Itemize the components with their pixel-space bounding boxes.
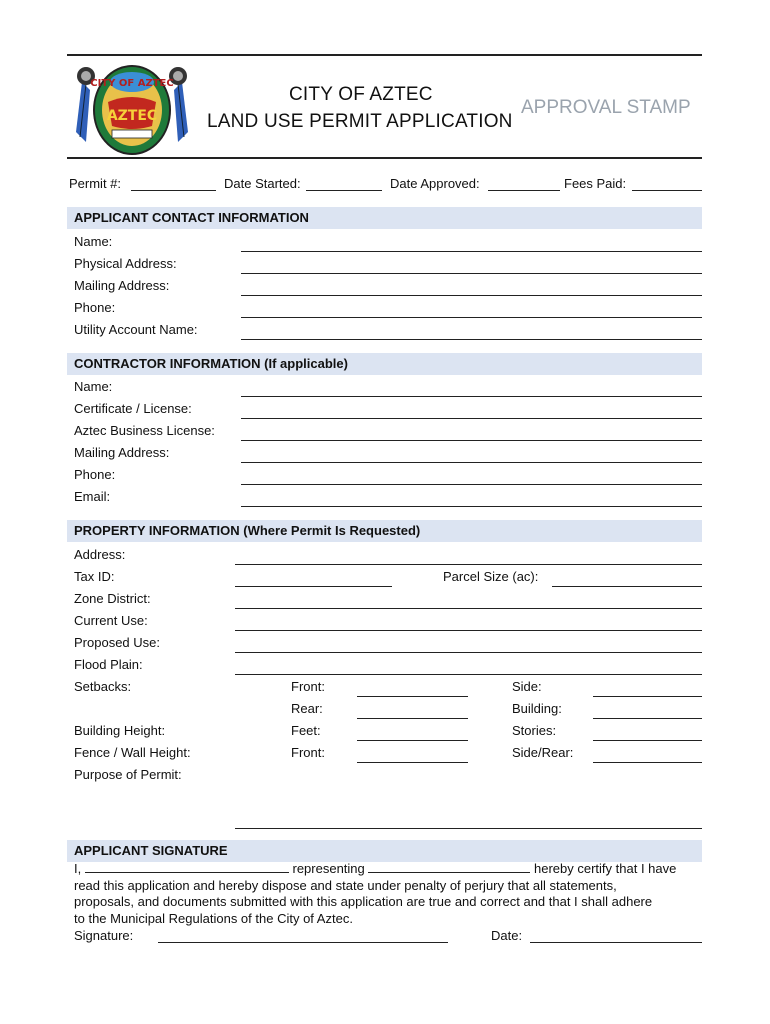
setback-front-label: Front: bbox=[291, 679, 325, 694]
building-height-label: Building Height: bbox=[74, 723, 166, 738]
fence-wall-height-label: Fence / Wall Height: bbox=[74, 745, 191, 760]
flood-plain-label: Flood Plain: bbox=[74, 657, 143, 672]
setback-building-field[interactable] bbox=[593, 718, 702, 719]
cert-representing: representing bbox=[292, 861, 365, 876]
fence-front-label: Front: bbox=[291, 745, 325, 760]
date-field[interactable] bbox=[530, 942, 702, 943]
building-stories-label: Stories: bbox=[512, 723, 557, 738]
applicant-name-label: Name: bbox=[74, 234, 113, 249]
setback-side-field[interactable] bbox=[593, 696, 702, 697]
contractor-certificate-field[interactable] bbox=[241, 418, 702, 419]
approval-stamp: APPROVAL STAMP bbox=[521, 97, 691, 118]
signature-field[interactable] bbox=[158, 942, 448, 943]
contractor-name-field[interactable] bbox=[241, 396, 702, 397]
parcel-size-field[interactable] bbox=[552, 586, 702, 587]
applicant-utility-account-field[interactable] bbox=[241, 339, 702, 340]
contractor-name-label: Name: bbox=[74, 379, 113, 394]
setback-front-field[interactable] bbox=[357, 696, 468, 697]
title-city: CITY OF AZTEC bbox=[289, 84, 433, 105]
contractor-business-license-label: Aztec Business License: bbox=[74, 423, 215, 438]
contractor-mailing-address-label: Mailing Address: bbox=[74, 445, 170, 460]
flood-plain-field[interactable] bbox=[235, 674, 702, 675]
setback-building-label: Building: bbox=[512, 701, 562, 716]
cert-line2: read this application and hereby dispose and state under penalty of perjury that all statements, bbox=[74, 877, 617, 893]
applicant-physical-address-label: Physical Address: bbox=[74, 256, 177, 271]
building-stories-field[interactable] bbox=[593, 740, 702, 741]
contractor-phone-field[interactable] bbox=[241, 484, 702, 485]
top-rule bbox=[67, 54, 702, 56]
contractor-certificate-label: Certificate / License: bbox=[74, 401, 192, 416]
tax-id-field[interactable] bbox=[235, 586, 392, 587]
building-feet-label: Feet: bbox=[291, 723, 321, 738]
current-use-field[interactable] bbox=[235, 630, 702, 631]
setback-side-label: Side: bbox=[512, 679, 542, 694]
cert-i: I, bbox=[74, 861, 82, 876]
purpose-of-permit-label: Purpose of Permit: bbox=[74, 767, 182, 782]
cert-rest1: hereby certify that I have bbox=[534, 861, 677, 876]
zone-district-label: Zone District: bbox=[74, 591, 151, 606]
applicant-mailing-address-field[interactable] bbox=[241, 295, 702, 296]
header-rule bbox=[67, 157, 702, 159]
setback-rear-label: Rear: bbox=[291, 701, 323, 716]
contractor-mailing-address-field[interactable] bbox=[241, 462, 702, 463]
fence-side-rear-field[interactable] bbox=[593, 762, 702, 763]
right-feather-icon bbox=[174, 82, 188, 142]
signature-section-heading: APPLICANT SIGNATURE bbox=[67, 840, 702, 862]
signature-label: Signature: bbox=[74, 928, 134, 943]
date-started-field[interactable] bbox=[306, 190, 382, 191]
applicant-physical-address-field[interactable] bbox=[241, 273, 702, 274]
fees-paid-field[interactable] bbox=[632, 190, 702, 191]
cert-line3: proposals, and documents submitted with this application are true and correct and that I shall adhere bbox=[74, 894, 653, 909]
left-feather-icon bbox=[76, 82, 90, 142]
applicant-phone-label: Phone: bbox=[74, 300, 116, 315]
parcel-size-label: Parcel Size (ac): bbox=[443, 569, 539, 584]
zone-district-field[interactable] bbox=[235, 608, 702, 609]
fees-paid-label: Fees Paid: bbox=[564, 176, 627, 191]
contractor-business-license-field[interactable] bbox=[241, 440, 702, 441]
certification-text bbox=[74, 861, 704, 927]
fence-front-field[interactable] bbox=[357, 762, 468, 763]
date-approved-field[interactable] bbox=[488, 190, 560, 191]
permit-number-label: Permit #: bbox=[69, 176, 122, 191]
date-started-label: Date Started: bbox=[224, 176, 301, 191]
purpose-of-permit-field[interactable] bbox=[235, 828, 702, 829]
property-section-heading: PROPERTY INFORMATION (Where Permit Is Requested) bbox=[67, 520, 702, 542]
applicant-mailing-address-label: Mailing Address: bbox=[74, 278, 170, 293]
contractor-section-heading: CONTRACTOR INFORMATION (If applicable) bbox=[67, 353, 702, 375]
current-use-label: Current Use: bbox=[74, 613, 148, 628]
contractor-phone-label: Phone: bbox=[74, 467, 116, 482]
cert-line4: to the Municipal Regulations of the City of Aztec. bbox=[74, 910, 353, 926]
proposed-use-label: Proposed Use: bbox=[74, 635, 160, 650]
date-label: Date: bbox=[491, 928, 523, 943]
tax-id-label: Tax ID: bbox=[74, 569, 115, 584]
city-seal-logo bbox=[72, 62, 192, 158]
building-feet-field[interactable] bbox=[357, 740, 468, 741]
applicant-utility-account-label: Utility Account Name: bbox=[74, 322, 198, 337]
contractor-email-label: Email: bbox=[74, 489, 111, 504]
setbacks-label: Setbacks: bbox=[74, 679, 132, 694]
permit-number-field[interactable] bbox=[131, 190, 216, 191]
representing-field[interactable] bbox=[368, 872, 530, 873]
svg-text:AZTEC: AZTEC bbox=[106, 108, 158, 124]
property-address-label: Address: bbox=[74, 547, 126, 562]
fence-side-rear-label: Side/Rear: bbox=[512, 745, 574, 760]
proposed-use-field[interactable] bbox=[235, 652, 702, 653]
svg-text:CITY OF AZTEC: CITY OF AZTEC bbox=[90, 78, 174, 89]
date-approved-label: Date Approved: bbox=[390, 176, 480, 191]
contractor-email-field[interactable] bbox=[241, 506, 702, 507]
property-address-field[interactable] bbox=[235, 564, 702, 565]
setback-rear-field[interactable] bbox=[357, 718, 468, 719]
applicant-name-certify-field[interactable] bbox=[85, 872, 289, 873]
title-application: LAND USE PERMIT APPLICATION bbox=[207, 111, 513, 132]
applicant-name-field[interactable] bbox=[241, 251, 702, 252]
applicant-section-heading: APPLICANT CONTACT INFORMATION bbox=[67, 207, 702, 229]
applicant-phone-field[interactable] bbox=[241, 317, 702, 318]
